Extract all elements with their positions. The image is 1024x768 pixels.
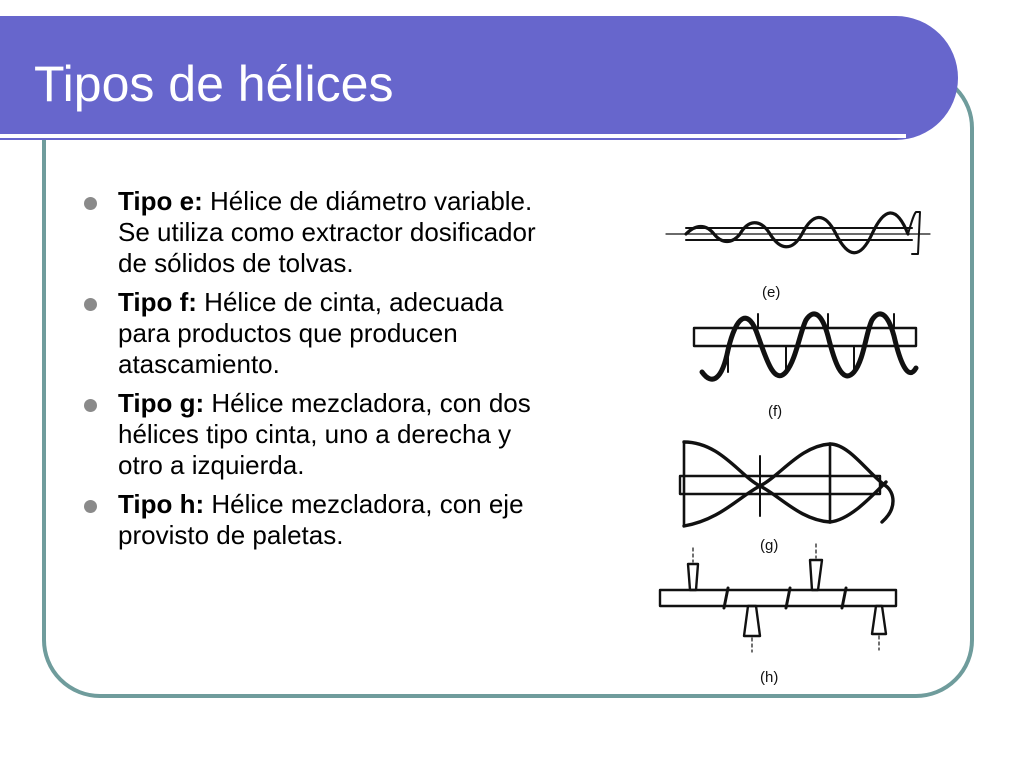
- title-bar: [0, 16, 958, 140]
- bullet-label: Tipo e:: [118, 186, 203, 216]
- helix-diagrams-figure: [650, 190, 950, 690]
- bullet-item-h: [82, 489, 552, 551]
- slide-title: Tipos de hélices: [34, 56, 394, 112]
- bullet-item-f: [82, 287, 552, 380]
- helix-f-diagram: [694, 314, 916, 379]
- bullet-label: Tipo f:: [118, 287, 197, 317]
- caption-g: (g): [760, 537, 779, 554]
- helix-e-diagram: [666, 212, 930, 254]
- caption-h: (h): [760, 669, 779, 686]
- helix-h-diagram: [660, 544, 896, 652]
- bullet-list: [82, 186, 552, 559]
- bullet-item-e: [82, 186, 552, 279]
- bullet-label: Tipo g:: [118, 388, 205, 418]
- bullet-text: Hélice de cinta, adecuada para productos que producen atascamiento.: [118, 287, 504, 379]
- bullet-dot-icon: [84, 399, 97, 412]
- bullet-text: Hélice de diámetro variable. Se utiliza como extractor dosificador de sólidos de tolvas.: [118, 186, 536, 278]
- bullet-dot-icon: [84, 500, 97, 513]
- bullet-dot-icon: [84, 298, 97, 311]
- bullet-item-g: [82, 388, 552, 481]
- title-underline: [0, 134, 906, 138]
- bullet-text: Hélice mezcladora, con dos hélices tipo cinta, uno a derecha y otro a izquierda.: [118, 388, 531, 480]
- caption-e: (e): [762, 284, 781, 301]
- bullet-dot-icon: [84, 197, 97, 210]
- bullet-label: Tipo h:: [118, 489, 205, 519]
- helix-g-diagram: [680, 442, 893, 526]
- bullet-text: Hélice mezcladora, con eje provisto de paletas.: [118, 489, 524, 550]
- caption-f: (f): [768, 403, 783, 420]
